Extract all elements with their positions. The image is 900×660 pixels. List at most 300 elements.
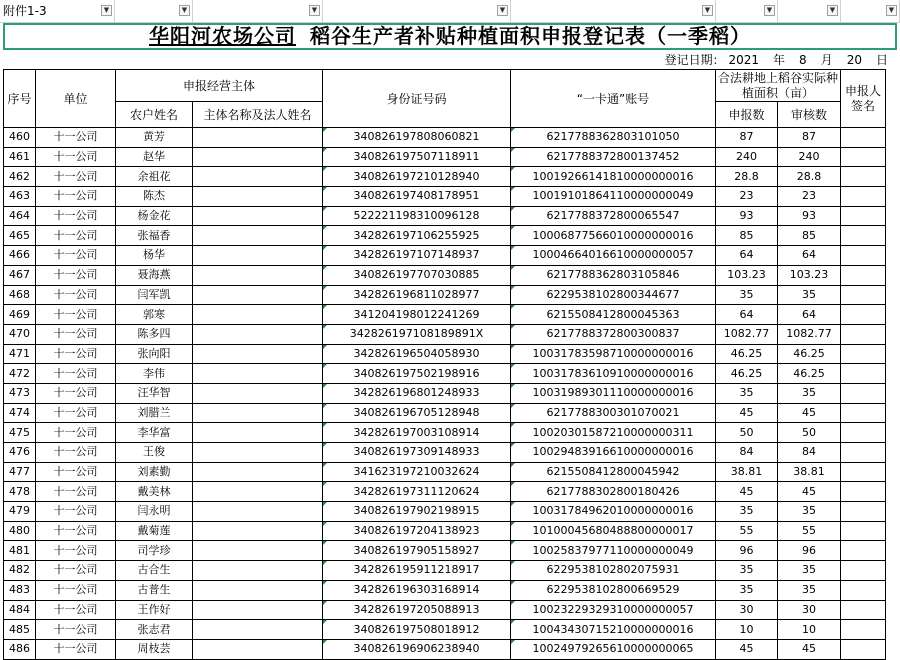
table-row (4, 423, 886, 443)
cell-entity-name[interactable] (193, 580, 323, 600)
cell-signature[interactable] (841, 246, 886, 266)
cell-declared[interactable]: 50 (716, 423, 778, 443)
cell-declared[interactable]: 45 (716, 639, 778, 659)
cell-declared[interactable]: 35 (716, 383, 778, 403)
filter-dropdown-icon[interactable]: ▼ (827, 5, 838, 16)
cell-unit[interactable]: 十一公司 (36, 344, 116, 364)
cell-declared[interactable]: 93 (716, 206, 778, 226)
cell-entity-name[interactable] (193, 285, 323, 305)
cell-seq[interactable]: 466 (4, 246, 36, 266)
cell-unit[interactable]: 十一公司 (36, 521, 116, 541)
cell-seq[interactable]: 465 (4, 226, 36, 246)
cell-entity-name[interactable] (193, 305, 323, 325)
cell-seq[interactable]: 469 (4, 305, 36, 325)
cell-unit[interactable]: 十一公司 (36, 502, 116, 522)
cell-verified[interactable]: 64 (778, 246, 841, 266)
table-body (4, 128, 886, 660)
table-row (4, 502, 886, 522)
cell-id-number[interactable]: 342826197106255925 (323, 226, 511, 246)
table-row (4, 305, 886, 325)
cell-seq[interactable]: 479 (4, 502, 36, 522)
cell-verified[interactable]: 38.81 (778, 462, 841, 482)
cell-verified[interactable]: 23 (778, 187, 841, 207)
cell-seq[interactable]: 480 (4, 521, 36, 541)
cell-declared[interactable]: 30 (716, 600, 778, 620)
cell-declared[interactable]: 103.23 (716, 265, 778, 285)
cell-verified[interactable]: 96 (778, 541, 841, 561)
cell-farmer-name[interactable]: 赵华 (116, 147, 193, 167)
cell-declared[interactable]: 84 (716, 443, 778, 463)
cell-verified[interactable]: 103.23 (778, 265, 841, 285)
table-row (4, 128, 886, 148)
filter-dropdown-icon[interactable]: ▼ (309, 5, 320, 16)
cell-verified[interactable]: 1082.77 (778, 324, 841, 344)
cell-card-account[interactable]: 10023229329310000000057 (511, 600, 716, 620)
cell-declared[interactable]: 45 (716, 403, 778, 423)
cell-id-number[interactable]: 342826197108189891X (323, 324, 511, 344)
cell-id-number[interactable]: 342826197205088913 (323, 600, 511, 620)
cell-entity-name[interactable] (193, 462, 323, 482)
cell-card-account[interactable]: 6229538102800669529 (511, 580, 716, 600)
cell-unit[interactable]: 十一公司 (36, 305, 116, 325)
cell-entity-name[interactable] (193, 364, 323, 384)
filter-dropdown-icon[interactable]: ▼ (702, 5, 713, 16)
filter-cell[interactable] (841, 0, 900, 22)
cell-id-number[interactable]: 342826196801248933 (323, 383, 511, 403)
cell-entity-name[interactable] (193, 187, 323, 207)
cell-unit[interactable]: 十一公司 (36, 541, 116, 561)
form-title: 稻谷生产者补贴种植面积申报登记表（一季稻） (310, 24, 751, 48)
attachment-label: 附件1-3 (3, 4, 47, 18)
cell-declared[interactable]: 55 (716, 521, 778, 541)
cell-card-account[interactable]: 10043430715210000000016 (511, 620, 716, 640)
cell-id-number[interactable]: 340826197508018912 (323, 620, 511, 640)
cell-verified[interactable]: 85 (778, 226, 841, 246)
cell-id-number[interactable]: 340826196906238940 (323, 639, 511, 659)
cell-signature[interactable] (841, 344, 886, 364)
table-row (4, 187, 886, 207)
cell-signature[interactable] (841, 600, 886, 620)
table-row (4, 482, 886, 502)
cell-card-account[interactable]: 10031989301110000000016 (511, 383, 716, 403)
filter-cell[interactable] (716, 0, 778, 22)
cell-entity-name[interactable] (193, 423, 323, 443)
cell-farmer-name[interactable]: 刘素勤 (116, 462, 193, 482)
cell-declared[interactable]: 35 (716, 580, 778, 600)
cell-declared[interactable]: 38.81 (716, 462, 778, 482)
table-row (4, 383, 886, 403)
header-verified: 审核数 (778, 102, 841, 128)
cell-card-account[interactable]: 6229538102800344677 (511, 285, 716, 305)
cell-entity-name[interactable] (193, 324, 323, 344)
header-unit: 单位 (36, 70, 116, 128)
cell-seq[interactable]: 477 (4, 462, 36, 482)
cell-unit[interactable]: 十一公司 (36, 167, 116, 187)
cell-verified[interactable]: 64 (778, 305, 841, 325)
cell-seq[interactable]: 475 (4, 423, 36, 443)
cell-unit[interactable]: 十一公司 (36, 265, 116, 285)
cell-farmer-name[interactable]: 闫军凯 (116, 285, 193, 305)
cell-verified[interactable]: 45 (778, 482, 841, 502)
header-signature: 申报人签名 (841, 70, 886, 128)
cell-farmer-name[interactable]: 李伟 (116, 364, 193, 384)
cell-farmer-name[interactable]: 汪华智 (116, 383, 193, 403)
cell-card-account[interactable]: 10019266141810000000016 (511, 167, 716, 187)
cell-unit[interactable]: 十一公司 (36, 364, 116, 384)
cell-id-number[interactable]: 340826197502198916 (323, 364, 511, 384)
cell-farmer-name[interactable]: 古合生 (116, 561, 193, 581)
table-row (4, 344, 886, 364)
cell-signature[interactable] (841, 383, 886, 403)
cell-id-number[interactable]: 342826197003108914 (323, 423, 511, 443)
cell-farmer-name[interactable]: 张福香 (116, 226, 193, 246)
cell-card-account[interactable]: 6215508412800045363 (511, 305, 716, 325)
filter-cell[interactable] (323, 0, 511, 22)
cell-farmer-name[interactable]: 郭寒 (116, 305, 193, 325)
table-row (4, 265, 886, 285)
cell-entity-name[interactable] (193, 147, 323, 167)
cell-farmer-name[interactable]: 戴菊莲 (116, 521, 193, 541)
cell-declared[interactable]: 23 (716, 187, 778, 207)
filter-dropdown-icon[interactable]: ▼ (497, 5, 508, 16)
cell-seq[interactable]: 485 (4, 620, 36, 640)
cell-signature[interactable] (841, 462, 886, 482)
table-row (4, 443, 886, 463)
cell-seq[interactable]: 483 (4, 580, 36, 600)
cell-card-account[interactable]: 6217788372800065547 (511, 206, 716, 226)
cell-unit[interactable]: 十一公司 (36, 561, 116, 581)
date-year: 2021 (728, 53, 760, 67)
cell-unit[interactable]: 十一公司 (36, 443, 116, 463)
cell-seq[interactable]: 468 (4, 285, 36, 305)
filter-dropdown-icon[interactable]: ▼ (179, 5, 190, 16)
cell-entity-name[interactable] (193, 167, 323, 187)
table-row (4, 462, 886, 482)
table-row (4, 561, 886, 581)
cell-farmer-name[interactable]: 杨金花 (116, 206, 193, 226)
cell-declared[interactable]: 46.25 (716, 344, 778, 364)
cell-card-account[interactable]: 6217788372800137452 (511, 147, 716, 167)
cell-farmer-name[interactable]: 王作好 (116, 600, 193, 620)
cell-declared[interactable]: 85 (716, 226, 778, 246)
cell-entity-name[interactable] (193, 620, 323, 640)
cell-seq[interactable]: 486 (4, 639, 36, 659)
cell-farmer-name[interactable]: 闫永明 (116, 502, 193, 522)
cell-farmer-name[interactable]: 杨华 (116, 246, 193, 266)
cell-verified[interactable]: 45 (778, 639, 841, 659)
cell-id-number[interactable]: 342826197107148937 (323, 246, 511, 266)
cell-verified[interactable]: 45 (778, 403, 841, 423)
cell-entity-name[interactable] (193, 226, 323, 246)
cell-card-account[interactable]: 10004664016610000000057 (511, 246, 716, 266)
cell-declared[interactable]: 35 (716, 502, 778, 522)
cell-card-account[interactable]: 10025837977110000000049 (511, 541, 716, 561)
cell-unit[interactable]: 十一公司 (36, 226, 116, 246)
cell-seq[interactable]: 478 (4, 482, 36, 502)
cell-verified[interactable]: 28.8 (778, 167, 841, 187)
cell-card-account[interactable]: 6217788362803105846 (511, 265, 716, 285)
table-row (4, 620, 886, 640)
cell-signature[interactable] (841, 364, 886, 384)
cell-unit[interactable]: 十一公司 (36, 423, 116, 443)
cell-signature[interactable] (841, 265, 886, 285)
cell-id-number[interactable]: 341623197210032624 (323, 462, 511, 482)
cell-card-account[interactable]: 10019101864110000000049 (511, 187, 716, 207)
cell-unit[interactable]: 十一公司 (36, 462, 116, 482)
table-row (4, 246, 886, 266)
cell-entity-name[interactable] (193, 502, 323, 522)
cell-seq[interactable]: 482 (4, 561, 36, 581)
table-row (4, 639, 886, 659)
cell-signature[interactable] (841, 521, 886, 541)
cell-farmer-name[interactable]: 司学珍 (116, 541, 193, 561)
cell-id-number[interactable]: 342826196504058930 (323, 344, 511, 364)
cell-declared[interactable]: 45 (716, 482, 778, 502)
cell-signature[interactable] (841, 187, 886, 207)
cell-signature[interactable] (841, 285, 886, 305)
cell-signature[interactable] (841, 305, 886, 325)
cell-declared[interactable]: 240 (716, 147, 778, 167)
cell-card-account[interactable]: 10024979265610000000065 (511, 639, 716, 659)
cell-signature[interactable] (841, 128, 886, 148)
cell-verified[interactable]: 10 (778, 620, 841, 640)
cell-entity-name[interactable] (193, 246, 323, 266)
cell-entity-name[interactable] (193, 541, 323, 561)
cell-declared[interactable]: 64 (716, 246, 778, 266)
cell-entity-name[interactable] (193, 561, 323, 581)
cell-entity-name[interactable] (193, 344, 323, 364)
table-row (4, 147, 886, 167)
filter-dropdown-icon[interactable]: ▼ (764, 5, 775, 16)
cell-declared[interactable]: 35 (716, 285, 778, 305)
filter-dropdown-icon[interactable]: ▼ (101, 5, 112, 16)
cell-unit[interactable]: 十一公司 (36, 324, 116, 344)
cell-verified[interactable]: 35 (778, 580, 841, 600)
cell-seq[interactable]: 472 (4, 364, 36, 384)
table-row (4, 285, 886, 305)
cell-unit[interactable]: 十一公司 (36, 383, 116, 403)
cell-signature[interactable] (841, 620, 886, 640)
cell-seq[interactable]: 473 (4, 383, 36, 403)
cell-seq[interactable]: 470 (4, 324, 36, 344)
cell-farmer-name[interactable]: 陈杰 (116, 187, 193, 207)
table-row (4, 541, 886, 561)
cell-id-number[interactable]: 340826197902198915 (323, 502, 511, 522)
cell-verified[interactable]: 35 (778, 383, 841, 403)
cell-card-account[interactable]: 10029483916610000000016 (511, 443, 716, 463)
cell-verified[interactable]: 30 (778, 600, 841, 620)
cell-seq[interactable]: 462 (4, 167, 36, 187)
cell-declared[interactable]: 28.8 (716, 167, 778, 187)
table-row (4, 324, 886, 344)
cell-farmer-name[interactable]: 余祖花 (116, 167, 193, 187)
cell-seq[interactable]: 484 (4, 600, 36, 620)
cell-id-number[interactable]: 341204198012241269 (323, 305, 511, 325)
cell-farmer-name[interactable]: 周枝芸 (116, 639, 193, 659)
cell-card-account[interactable]: 10031783598710000000016 (511, 344, 716, 364)
cell-id-number[interactable]: 340826196705128948 (323, 403, 511, 423)
cell-card-account[interactable]: 6217788300301070021 (511, 403, 716, 423)
date-month: 8 (799, 53, 807, 67)
cell-verified[interactable]: 46.25 (778, 364, 841, 384)
cell-verified[interactable]: 93 (778, 206, 841, 226)
cell-unit[interactable]: 十一公司 (36, 639, 116, 659)
cell-signature[interactable] (841, 502, 886, 522)
cell-card-account[interactable]: 10031783610910000000016 (511, 364, 716, 384)
cell-farmer-name[interactable]: 聂海燕 (116, 265, 193, 285)
cell-farmer-name[interactable]: 李华富 (116, 423, 193, 443)
cell-unit[interactable]: 十一公司 (36, 600, 116, 620)
cell-entity-name[interactable] (193, 206, 323, 226)
cell-seq[interactable]: 474 (4, 403, 36, 423)
cell-unit[interactable]: 十一公司 (36, 187, 116, 207)
cell-signature[interactable] (841, 423, 886, 443)
table-row (4, 521, 886, 541)
header-entity-name: 主体名称及法人姓名 (193, 102, 323, 128)
cell-farmer-name[interactable]: 戴美林 (116, 482, 193, 502)
cell-card-account[interactable]: 6217788372800300837 (511, 324, 716, 344)
cell-unit[interactable]: 十一公司 (36, 620, 116, 640)
cell-signature[interactable] (841, 403, 886, 423)
cell-farmer-name[interactable]: 张向阳 (116, 344, 193, 364)
cell-entity-name[interactable] (193, 265, 323, 285)
cell-unit[interactable]: 十一公司 (36, 580, 116, 600)
filter-cell[interactable] (193, 0, 323, 22)
cell-signature[interactable] (841, 561, 886, 581)
cell-verified[interactable]: 87 (778, 128, 841, 148)
cell-seq[interactable]: 460 (4, 128, 36, 148)
filter-dropdown-icon[interactable]: ▼ (886, 5, 897, 16)
cell-seq[interactable]: 463 (4, 187, 36, 207)
filter-cell[interactable] (511, 0, 716, 22)
cell-unit[interactable]: 十一公司 (36, 246, 116, 266)
cell-entity-name[interactable] (193, 403, 323, 423)
cell-id-number[interactable]: 522221198310096128 (323, 206, 511, 226)
cell-entity-name[interactable] (193, 383, 323, 403)
cell-signature[interactable] (841, 443, 886, 463)
cell-card-account[interactable]: 10020301587210000000311 (511, 423, 716, 443)
cell-seq[interactable]: 464 (4, 206, 36, 226)
cell-verified[interactable]: 50 (778, 423, 841, 443)
cell-signature[interactable] (841, 639, 886, 659)
cell-farmer-name[interactable]: 刘腊兰 (116, 403, 193, 423)
cell-unit[interactable]: 十一公司 (36, 403, 116, 423)
cell-signature[interactable] (841, 482, 886, 502)
cell-unit[interactable]: 十一公司 (36, 206, 116, 226)
filter-cell[interactable] (778, 0, 841, 22)
cell-verified[interactable]: 35 (778, 502, 841, 522)
cell-signature[interactable] (841, 580, 886, 600)
cell-id-number[interactable]: 340826197210128940 (323, 167, 511, 187)
sheet-title (3, 23, 897, 50)
cell-a1[interactable] (0, 0, 115, 22)
cell-card-account[interactable]: 10006877566010000000016 (511, 226, 716, 246)
registration-date: 登记日期： 2021 年 8 月 20 日 (664, 53, 888, 67)
cell-declared[interactable]: 10 (716, 620, 778, 640)
cell-unit[interactable]: 十一公司 (36, 285, 116, 305)
cell-seq[interactable]: 471 (4, 344, 36, 364)
autofilter-row (0, 0, 900, 23)
cell-farmer-name[interactable]: 黄芳 (116, 128, 193, 148)
cell-farmer-name[interactable]: 陈多四 (116, 324, 193, 344)
cell-verified[interactable]: 35 (778, 285, 841, 305)
header-declared: 申报数 (716, 102, 778, 128)
cell-id-number[interactable]: 342826195911218917 (323, 561, 511, 581)
filter-cell[interactable] (115, 0, 193, 22)
cell-seq[interactable]: 461 (4, 147, 36, 167)
cell-seq[interactable]: 467 (4, 265, 36, 285)
cell-signature[interactable] (841, 147, 886, 167)
cell-unit[interactable]: 十一公司 (36, 128, 116, 148)
cell-card-account[interactable]: 6229538102802075931 (511, 561, 716, 581)
cell-id-number[interactable]: 340826197808060821 (323, 128, 511, 148)
cell-entity-name[interactable] (193, 639, 323, 659)
cell-declared[interactable]: 1082.77 (716, 324, 778, 344)
cell-farmer-name[interactable]: 古普生 (116, 580, 193, 600)
cell-id-number[interactable]: 340826197408178951 (323, 187, 511, 207)
cell-entity-name[interactable] (193, 521, 323, 541)
header-seq: 序号 (4, 70, 36, 128)
header-entity-group: 申报经营主体 (116, 70, 323, 102)
cell-unit[interactable]: 十一公司 (36, 482, 116, 502)
cell-verified[interactable]: 55 (778, 521, 841, 541)
cell-declared[interactable]: 96 (716, 541, 778, 561)
cell-id-number[interactable]: 342826197311120624 (323, 482, 511, 502)
header-card-account: “一卡通”账号 (511, 70, 716, 128)
cell-id-number[interactable]: 340826197905158927 (323, 541, 511, 561)
cell-id-number[interactable]: 340826197707030885 (323, 265, 511, 285)
cell-declared[interactable]: 87 (716, 128, 778, 148)
cell-seq[interactable]: 476 (4, 443, 36, 463)
cell-signature[interactable] (841, 206, 886, 226)
cell-verified[interactable]: 84 (778, 443, 841, 463)
cell-signature[interactable] (841, 541, 886, 561)
cell-verified[interactable]: 240 (778, 147, 841, 167)
cell-verified[interactable]: 35 (778, 561, 841, 581)
cell-card-account[interactable]: 6217788302800180426 (511, 482, 716, 502)
company-name: 华阳河农场公司 (149, 24, 296, 48)
cell-signature[interactable] (841, 324, 886, 344)
cell-id-number[interactable]: 340826197204138923 (323, 521, 511, 541)
cell-id-number[interactable]: 342826196303168914 (323, 580, 511, 600)
cell-declared[interactable]: 64 (716, 305, 778, 325)
cell-seq[interactable]: 481 (4, 541, 36, 561)
cell-card-account[interactable]: 6215508412800045942 (511, 462, 716, 482)
cell-id-number[interactable]: 340826197309148933 (323, 443, 511, 463)
table-row (4, 364, 886, 384)
cell-id-number[interactable]: 342826196811028977 (323, 285, 511, 305)
cell-card-account[interactable]: 6217788362803101050 (511, 128, 716, 148)
cell-card-account[interactable]: 10031784962010000000016 (511, 502, 716, 522)
cell-entity-name[interactable] (193, 600, 323, 620)
cell-signature[interactable] (841, 167, 886, 187)
cell-card-account[interactable]: 10100045680488800000017 (511, 521, 716, 541)
cell-signature[interactable] (841, 226, 886, 246)
subsidy-register-table (3, 69, 886, 660)
cell-declared[interactable]: 35 (716, 561, 778, 581)
cell-id-number[interactable]: 340826197507118911 (323, 147, 511, 167)
cell-farmer-name[interactable]: 王俊 (116, 443, 193, 463)
cell-entity-name[interactable] (193, 443, 323, 463)
cell-entity-name[interactable] (193, 482, 323, 502)
cell-entity-name[interactable] (193, 128, 323, 148)
cell-farmer-name[interactable]: 张志君 (116, 620, 193, 640)
header-id-number: 身份证号码 (323, 70, 511, 128)
cell-verified[interactable]: 46.25 (778, 344, 841, 364)
cell-unit[interactable]: 十一公司 (36, 147, 116, 167)
cell-declared[interactable]: 46.25 (716, 364, 778, 384)
table-row (4, 226, 886, 246)
